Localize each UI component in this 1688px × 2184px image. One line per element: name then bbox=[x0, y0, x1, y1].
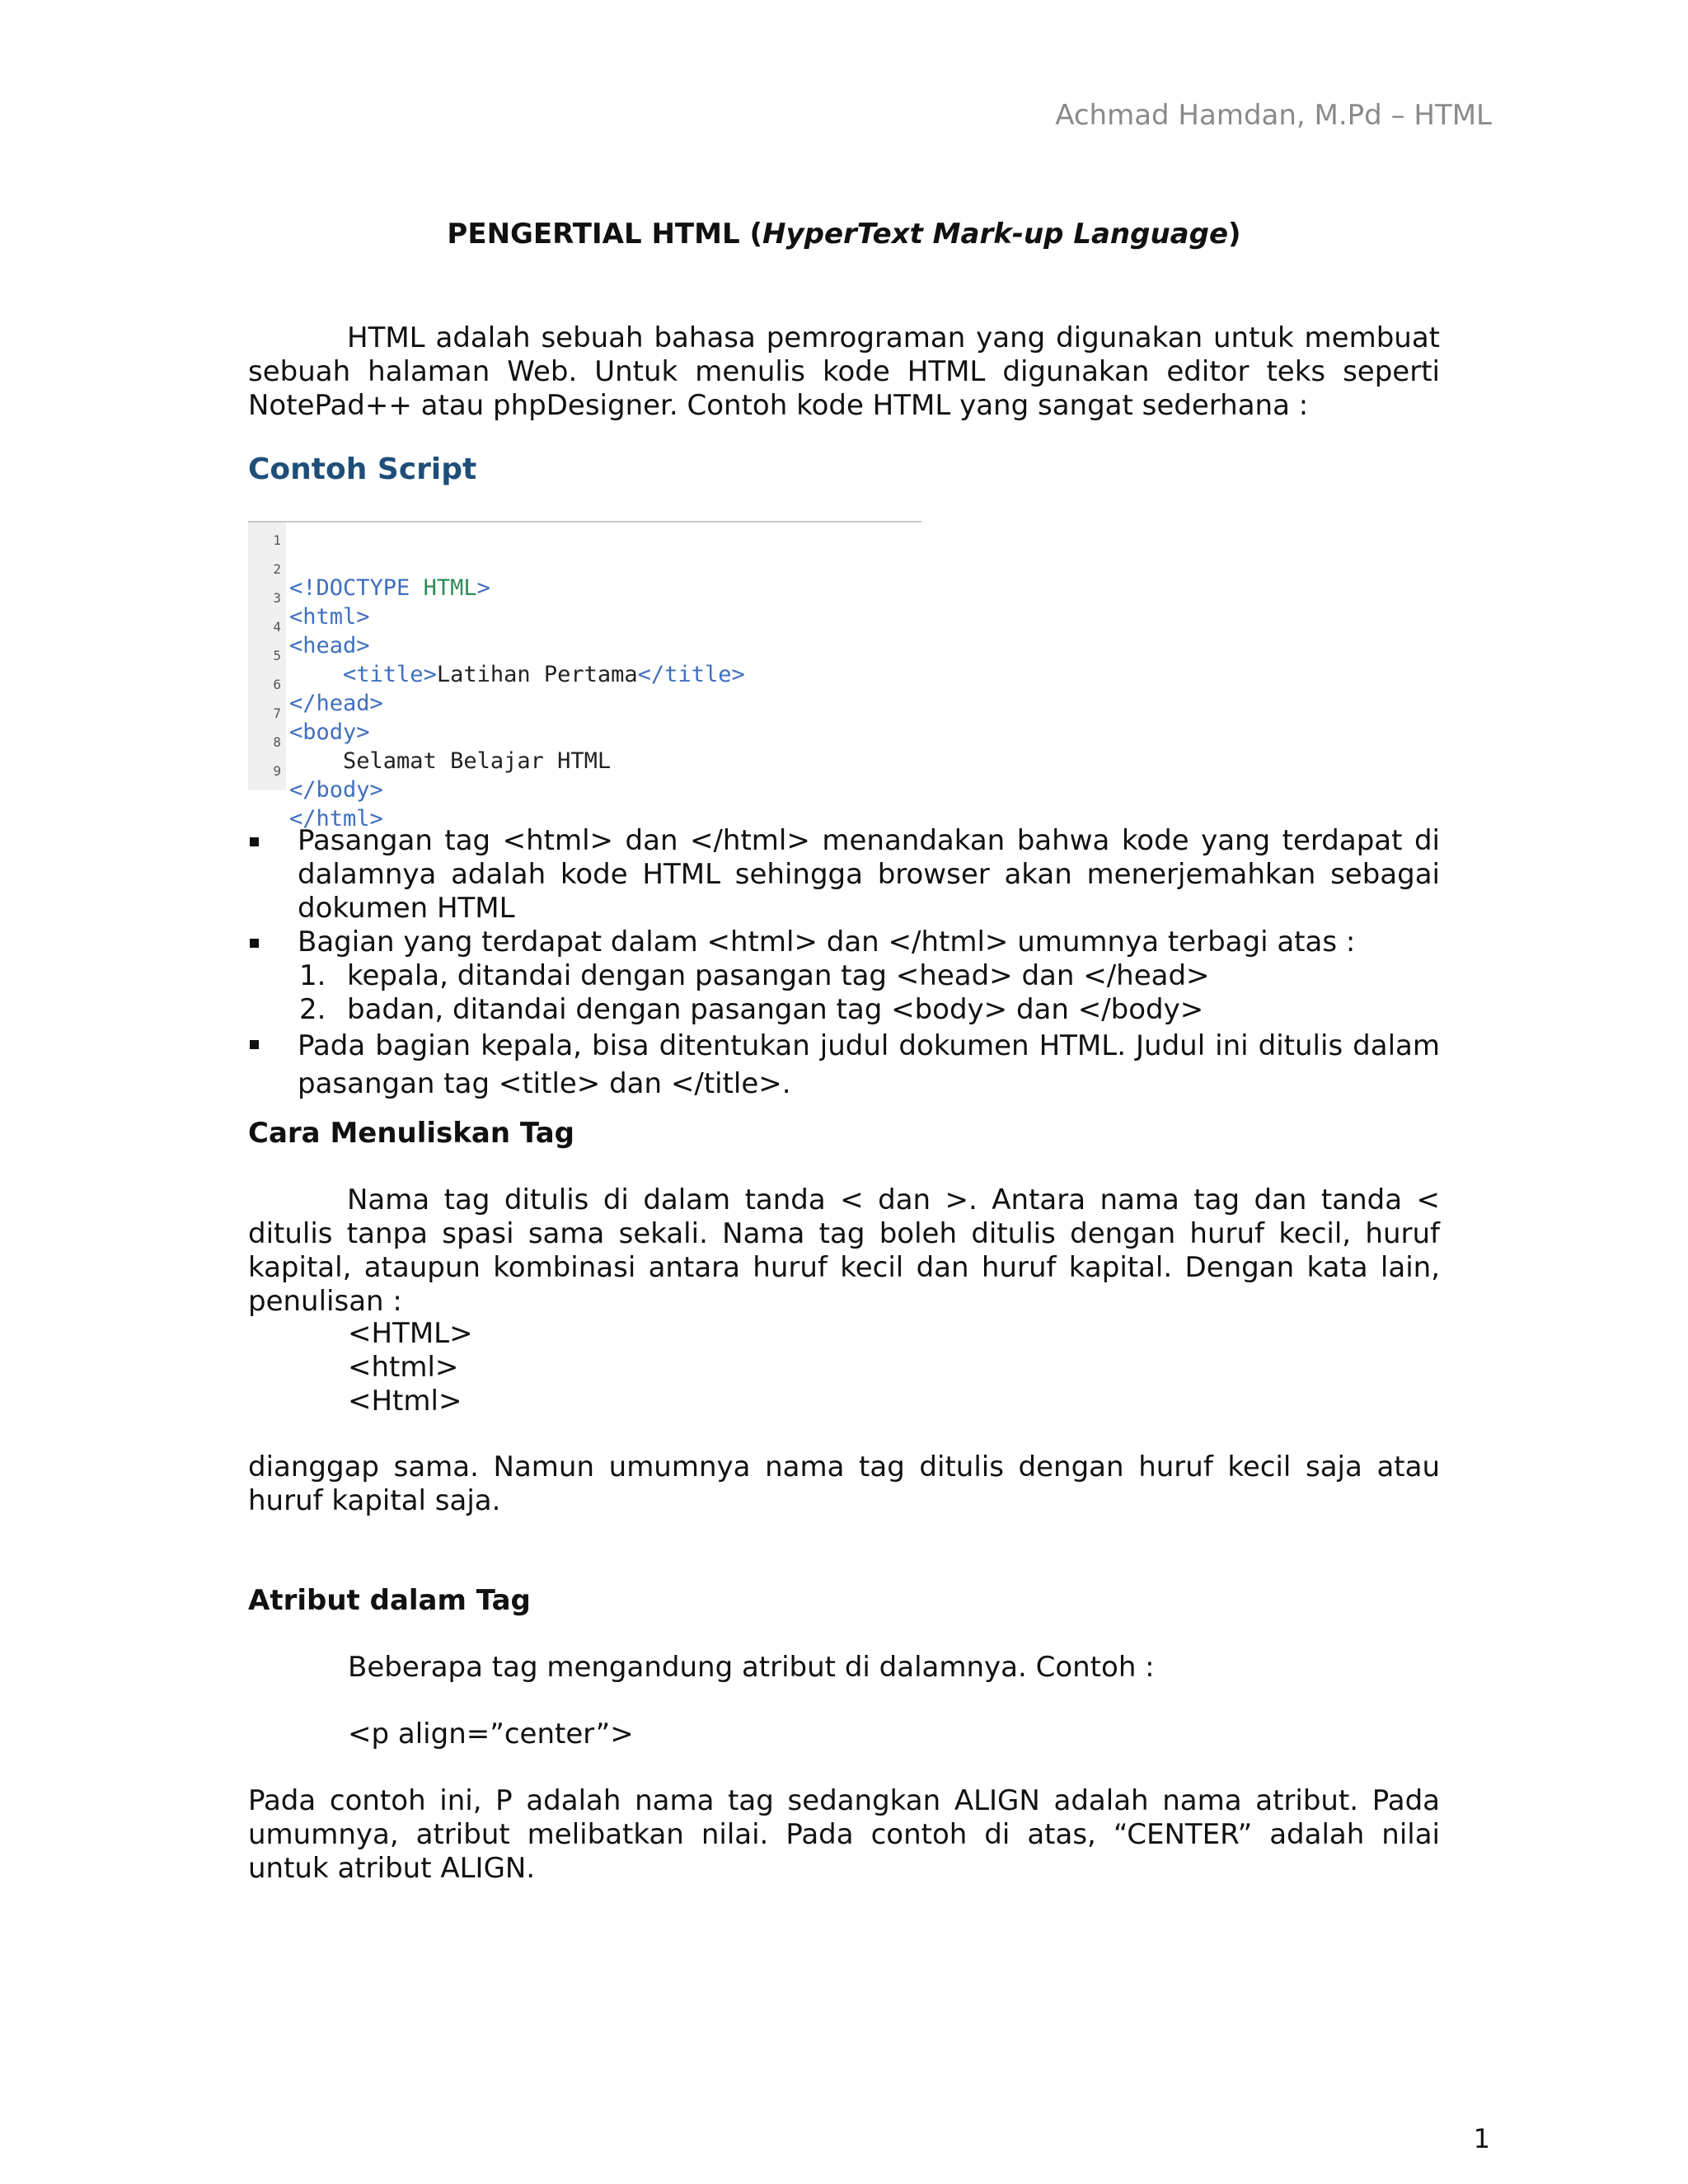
item-number: 1. bbox=[299, 959, 326, 992]
line-number: 1 bbox=[273, 532, 281, 548]
square-bullet-icon bbox=[250, 837, 259, 846]
list-item bbox=[248, 1027, 1440, 1103]
code-token: <html> bbox=[289, 604, 370, 630]
code-sample bbox=[248, 521, 921, 832]
numbered-item-text: badan, ditandai dengan pasangan tag <body> dan </body> bbox=[347, 993, 1204, 1026]
title-suffix: ) bbox=[1228, 218, 1241, 251]
intro-paragraph: HTML adalah sebuah bahasa pemrograman yang digunakan untuk membuat sebuah halaman Web. Untuk menulis kode HTML digunakan editor teks seperti NotePad++ atau phpDesigner. Contoh kode HTML yang sangat sederhana : bbox=[248, 321, 1440, 422]
attr-intro: Beberapa tag mengandung atribut di dalamnya. Contoh : bbox=[348, 1651, 1155, 1684]
line-number: 2 bbox=[273, 561, 281, 577]
heading-cara-menuliskan-tag: Cara Menuliskan Tag bbox=[248, 1117, 574, 1150]
line-number: 6 bbox=[273, 677, 281, 692]
tag-paragraph: Nama tag ditulis di dalam tanda < dan >. Antara nama tag dan tanda < ditulis tanpa spasi sama sekali. Nama tag boleh ditulis dengan huruf kecil, huruf kapital, ataupun kombinasi antara huruf kecil dan huruf kapital. Dengan kata lain, penulisan : bbox=[248, 1183, 1440, 1318]
line-number: 8 bbox=[273, 734, 281, 750]
title-italic: HyperText Mark-up Language bbox=[762, 218, 1229, 251]
list-item bbox=[248, 824, 1440, 926]
tag-example: <HTML> bbox=[348, 1317, 473, 1350]
line-number: 7 bbox=[273, 705, 281, 721]
code-token: Selamat Belajar HTML bbox=[289, 748, 612, 774]
line-number: 5 bbox=[273, 648, 281, 663]
code-token: Latihan Pertama bbox=[436, 662, 638, 687]
tag-example: <Html> bbox=[348, 1385, 462, 1418]
code-line bbox=[248, 640, 383, 716]
numbered-item bbox=[248, 993, 1440, 1027]
code-token: </title> bbox=[637, 662, 745, 687]
tag-after-paragraph: dianggap sama. Namun umumnya nama tag ditulis dengan huruf kecil saja atau huruf kapital saja. bbox=[248, 1451, 1440, 1517]
heading-contoh-script: Contoh Script bbox=[248, 452, 477, 486]
document-title bbox=[0, 218, 1688, 251]
attr-paragraph: Pada contoh ini, P adalah nama tag sedangkan ALIGN adalah nama atribut. Pada umumnya, atribut melibatkan nilai. Pada contoh di atas, “CENTER” adalah nilai untuk atribut ALIGN. bbox=[248, 1784, 1440, 1885]
tag-example: <html> bbox=[348, 1351, 459, 1384]
code-token: <title> bbox=[343, 662, 437, 687]
code-token: </body> bbox=[289, 777, 383, 803]
numbered-item-text: kepala, ditandai dengan pasangan tag <head> dan </head> bbox=[347, 959, 1210, 992]
code-line bbox=[248, 726, 383, 803]
code-token: <body> bbox=[289, 719, 370, 745]
page-number: 1 bbox=[1473, 2123, 1490, 2154]
item-number: 2. bbox=[299, 993, 326, 1026]
tag-example-list bbox=[348, 1317, 473, 1418]
title-prefix: PENGERTIAL HTML ( bbox=[447, 218, 762, 251]
code-token: <!DOCTYPE bbox=[289, 575, 424, 601]
list-item-text: Pada bagian kepala, bisa ditentukan judul dokumen HTML. Judul ini ditulis dalam pasangan tag <title> dan </title>. bbox=[298, 1029, 1440, 1100]
square-bullet-icon bbox=[250, 939, 259, 948]
code-line bbox=[248, 524, 490, 601]
attr-example: <p align=”center”> bbox=[348, 1718, 634, 1750]
heading-atribut-dalam-tag: Atribut dalam Tag bbox=[248, 1584, 531, 1617]
numbered-item bbox=[248, 959, 1440, 993]
code-token: </html> bbox=[289, 806, 383, 832]
bullet-list bbox=[248, 824, 1440, 1103]
code-token: > bbox=[476, 575, 490, 601]
square-bullet-icon bbox=[250, 1040, 259, 1049]
list-item-text: Bagian yang terdapat dalam <html> dan </html> umumnya terbagi atas : bbox=[298, 926, 1356, 958]
list-item-text: Pasangan tag <html> dan </html> menandakan bahwa kode yang terdapat di dalamnya adalah kode HTML sehingga browser akan menerjemahkan sebagai dokumen HTML bbox=[298, 824, 1440, 925]
running-head: Achmad Hamdan, M.Pd – HTML bbox=[1055, 99, 1492, 132]
code-token: <head> bbox=[289, 633, 370, 658]
code-token: HTML bbox=[423, 575, 477, 601]
line-number: 9 bbox=[273, 763, 281, 779]
line-number: 3 bbox=[273, 590, 281, 606]
list-item bbox=[248, 926, 1440, 959]
code-token: </head> bbox=[289, 691, 383, 716]
line-number: 4 bbox=[273, 619, 281, 635]
